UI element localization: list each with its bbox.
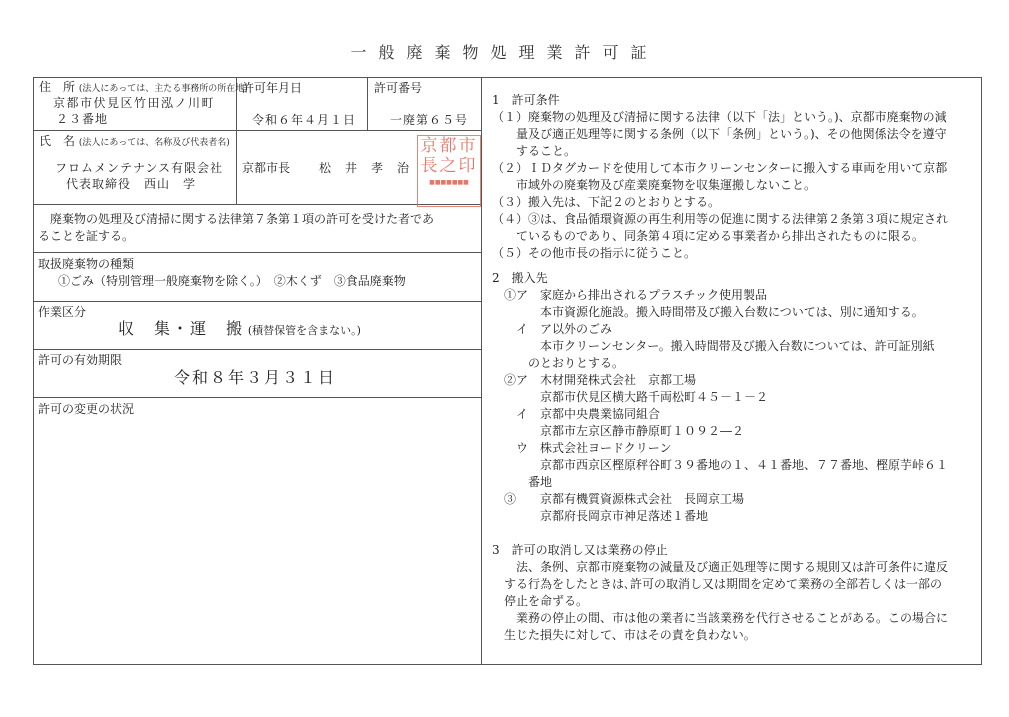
condition-line: （１）廃棄物の処理及び清掃に関する法律（以下「法」という。)、京都市廃棄物の減 xyxy=(492,110,947,124)
issuer-title: 京都市長 xyxy=(242,161,291,175)
changes-label: 許可の変更の状況 xyxy=(38,402,135,416)
validity-value: 令和８年３月３１日 xyxy=(174,368,337,387)
divider-row5 xyxy=(33,349,481,350)
address-label-text: 住 所 xyxy=(39,80,76,94)
work-category-note: (積替保管を含まない。) xyxy=(247,324,361,337)
name-label-text: 氏 名 xyxy=(39,134,76,148)
destination-line: 本市クリーンセンター。搬入時間帯及び搬入台数については、許可証別紙 xyxy=(492,339,935,353)
permit-number-value: 一廃第６５号 xyxy=(390,113,469,127)
destination-line: ③ 京都有機質資源株式会社 長岡京工場 xyxy=(492,492,745,506)
representative-name: 代表取締役 西山 学 xyxy=(66,177,197,191)
destination-line: ①ア 家庭から排出されるプラスチック使用製品 xyxy=(492,288,768,302)
condition-line: （５）その他市長の指示に従うこと。 xyxy=(492,246,697,260)
destinations-section xyxy=(492,270,977,525)
destination-line: 京都市左京区静市静原町１０９２―２ xyxy=(492,424,745,438)
condition-line: （２）ＩＤタグカードを使用して本市クリーンセンターに搬入する車両を用いて京都 xyxy=(492,161,948,175)
name-label xyxy=(39,133,230,152)
revocation-heading: 3 許可の取消し又は業務の停止 xyxy=(492,543,668,557)
address-note: (法人にあっては、主たる事務所の所在地) xyxy=(78,84,248,94)
official-seal xyxy=(417,135,481,207)
destination-line: 番地 xyxy=(492,475,553,489)
work-category-value-row xyxy=(118,320,361,339)
waste-types-value: ①ごみ（特別管理一般廃棄物を除く。） ②木くず ③食品廃棄物 xyxy=(58,274,406,288)
destinations-heading: 2 搬入先 xyxy=(492,271,548,285)
work-category-label: 作業区分 xyxy=(38,305,87,319)
permit-date-label: 許可年月日 xyxy=(242,81,303,95)
certification-line2: ることを証する。 xyxy=(38,229,135,243)
destination-line: 本市資源化施設。搬入時間帯及び搬入台数については、別に通知する。 xyxy=(492,305,924,319)
certification-line1: 廃棄物の処理及び清掃に関する法律第７条第１項の許可を受けた者であ xyxy=(38,212,435,226)
condition-line: すること。 xyxy=(492,144,577,158)
destination-line: イ ア以外のごみ xyxy=(492,322,613,336)
revocation-section xyxy=(492,542,977,644)
issuer-name: 松 井 孝 治 xyxy=(319,161,411,175)
conditions-heading: 1 許可条件 xyxy=(492,93,560,107)
waste-types-label: 取扱廃棄物の種類 xyxy=(38,257,135,271)
revocation-line: 生じた損失に対して、市はその責を負わない。 xyxy=(492,628,756,642)
destination-line: 京都府長岡京市神足落述１番地 xyxy=(492,509,709,523)
destination-line: 京都市西京区樫原秤谷町３９番地の１、４１番地、７７番地、樫原芋峠６１ xyxy=(492,458,949,472)
condition-line: （４）③は、食品循環資源の再生利用等の促進に関する法律第２条第３項に規定され xyxy=(492,212,949,226)
address-line2: ２３番地 xyxy=(56,112,109,126)
condition-line: 市域外の廃棄物及び産業廃棄物を収集運搬しないこと。 xyxy=(492,178,817,192)
address-line1: 京都市伏見区竹田泓ノ川町 xyxy=(53,96,216,110)
revocation-line: 業務の停止の間、市は他の業者に当該業務を代行させることがある。この場合に xyxy=(492,611,949,625)
condition-line: （３）搬入先は、下記２のとおりとする。 xyxy=(492,195,721,209)
destination-line: イ 京都中央農業協同組合 xyxy=(492,407,661,421)
company-name: フロムメンテナンス有限会社 xyxy=(55,161,224,175)
divider-row1 xyxy=(33,130,481,131)
revocation-line: する行為をしたときは､許可の取消し又は期間を定めて業務の全部若しくは一部の xyxy=(492,577,943,591)
divider-main xyxy=(481,77,482,665)
permit-number-label: 許可番号 xyxy=(374,81,423,95)
document-title: 一般廃棄物処理業許可証 xyxy=(350,43,659,62)
revocation-line: 停止を命ずる。 xyxy=(492,594,589,608)
validity-label: 許可の有効期限 xyxy=(38,353,123,367)
divider-col2 xyxy=(367,77,368,130)
seal-small-text: ■■■■■■■ xyxy=(429,179,469,186)
destination-line: のとおりとする。 xyxy=(492,356,625,370)
seal-line2: 長之印 xyxy=(420,156,478,176)
divider-row3 xyxy=(33,252,481,253)
seal-line1: 京都市 xyxy=(420,136,478,156)
destination-line: ②ア 木材開発株式会社 京都工場 xyxy=(492,373,697,387)
divider-row6 xyxy=(33,397,481,398)
revocation-line: 法、条例、京都市廃棄物の減量及び適正処理等に関する規則又は許可条件に違反 xyxy=(492,560,949,574)
destination-line: 京都市伏見区横大路千両松町４５－１－２ xyxy=(492,390,769,404)
permit-date-value: 令和６年４月１日 xyxy=(252,113,357,127)
conditions-section xyxy=(492,92,977,262)
divider-row4 xyxy=(33,301,481,302)
condition-line: 量及び適正処理等に関する条例（以下「条例」という。)、その他関係法令を遵守 xyxy=(492,127,947,141)
destination-line: ウ 株式会社ヨードクリーン xyxy=(492,441,672,455)
name-note: (法人にあっては、名称及び代表者名) xyxy=(78,138,230,148)
work-category-value: 収 集・運 搬 xyxy=(118,319,245,338)
condition-line: ているものであり、同条第４項に定める事業者から排出されたものに限る。 xyxy=(492,229,925,243)
divider-row2 xyxy=(33,204,481,205)
